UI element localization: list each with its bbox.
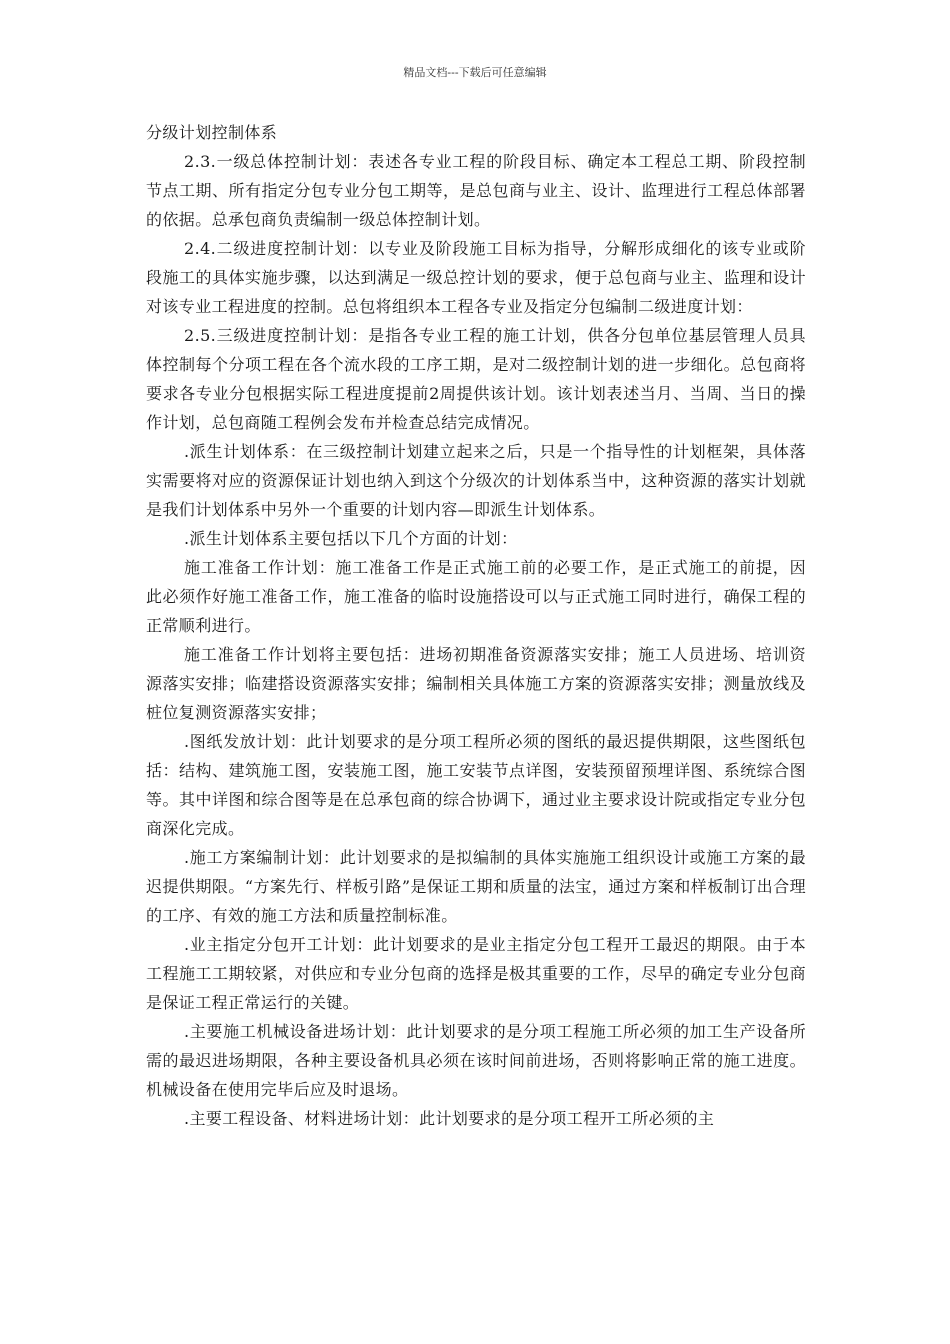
paragraph-equipment-material-plan: .主要工程设备、材料进场计划：此计划要求的是分项工程开工所必须的主 (184, 1109, 715, 1128)
paragraph-level2-plan: 2.4.二级进度控制计划：以专业及阶段施工目标为指导，分解形成细化的该专业或阶段施工的具体实施步骤，以达到满足一级总控计划的要求，便于总包商与业主、监理和设计对该专业工程进度的控制。总包将组织本工程各专业及指定分包编制二级进度计划： (146, 239, 806, 316)
paragraph-drawing-issue-plan: .图纸发放计划：此计划要求的是分项工程所必须的图纸的最迟提供期限，这些图纸包括：结构、建筑施工图，安装施工图，施工安装节点详图，安装预留预埋详图、系统综合图等。其中详图和综合图等是在总承包商的综合协调下，通过业主要求设计院或指定专业分包商深化完成。 (146, 732, 806, 838)
paragraph-method-statement-plan: .施工方案编制计划：此计划要求的是拟编制的具体实施施工组织设计或施工方案的最迟提供期限。“方案先行、样板引路”是保证工期和质量的法宝，通过方案和样板制订出合理的工序、有效的施工方法和质量控制标准。 (146, 848, 806, 925)
paragraph-preparation-contents: 施工准备工作计划将主要包括：进场初期准备资源落实安排；施工人员进场、培训资源落实安排；临建搭设资源落实安排；编制相关具体施工方案的资源落实安排；测量放线及桩位复测资源落实安排； (146, 645, 806, 722)
paragraph-derived-plan-list-intro: .派生计划体系主要包括以下几个方面的计划： (184, 529, 518, 548)
paragraph-derived-plan-system: .派生计划体系：在三级控制计划建立起来之后，只是一个指导性的计划框架，具体落实需要将对应的资源保证计划也纳入到这个分级次的计划体系当中，这种资源的落实计划就是我们计划体系中另外一个重要的计划内容—即派生计划体系。 (146, 442, 806, 519)
document-body (146, 118, 806, 1133)
paragraph-machinery-plan: .主要施工机械设备进场计划：此计划要求的是分项工程施工所必须的加工生产设备所需的最迟进场期限，各种主要设备机具必须在该时间前进场，否则将影响正常的施工进度。机械设备在使用完毕后应及时退场。 (146, 1022, 806, 1099)
section-heading: 分级计划控制体系 (146, 123, 278, 142)
paragraph-level1-plan: 2.3.一级总体控制计划：表述各专业工程的阶段目标、确定本工程总工期、阶段控制节点工期、所有指定分包专业分包工期等，是总包商与业主、设计、监理进行工程总体部署的依据。总承包商负责编制一级总体控制计划。 (146, 152, 806, 229)
paragraph-preparation-plan: 施工准备工作计划：施工准备工作是正式施工前的必要工作，是正式施工的前提，因此必须作好施工准备工作，施工准备的临时设施搭设可以与正式施工同时进行，确保工程的正常顺利进行。 (146, 558, 806, 635)
page-header: 精品文档---下载后可任意编辑 (403, 66, 547, 79)
paragraph-nominated-subcontract-plan: .业主指定分包开工计划：此计划要求的是业主指定分包工程开工最迟的期限。由于本工程施工工期较紧，对供应和专业分包商的选择是极其重要的工作，尽早的确定专业分包商是保证工程正常运行的关键。 (146, 935, 806, 1012)
paragraph-level3-plan: 2.5.三级进度控制计划：是指各专业工程的施工计划，供各分包单位基层管理人员具体控制每个分项工程在各个流水段的工序工期，是对二级控制计划的进一步细化。总包商将要求各专业分包根据实际工程进度提前2周提供该计划。该计划表述当月、当周、当日的操作计划，总包商随工程例会发布并检查总结完成情况。 (146, 326, 806, 432)
